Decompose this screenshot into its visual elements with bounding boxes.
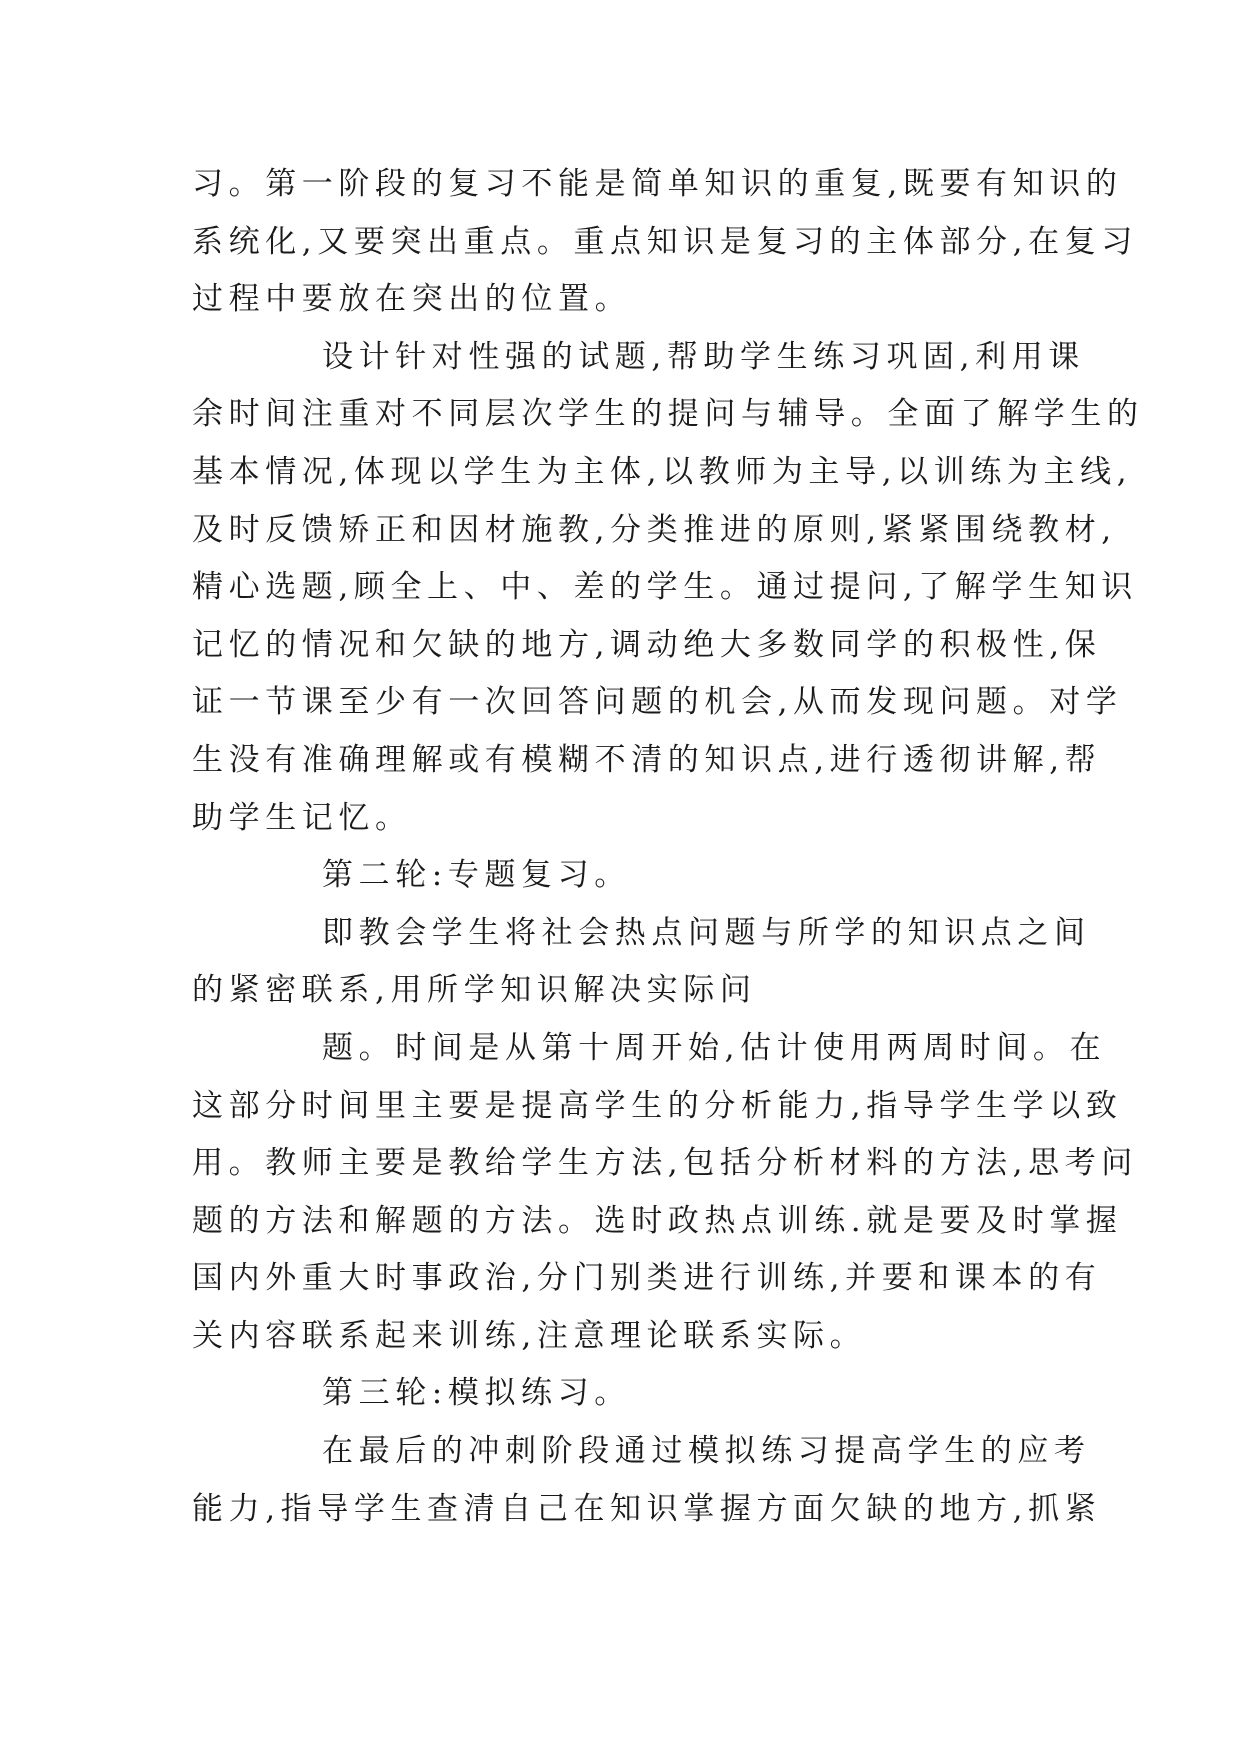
- text-line: 过程中要放在突出的位置。: [192, 281, 632, 318]
- text-line: 证一节课至少有一次回答问题的机会,从而发现问题。对学: [192, 684, 1123, 721]
- text-line: 第三轮:模拟练习。: [322, 1375, 631, 1412]
- text-line: 国内外重大时事政治,分门别类进行训练,并要和课本的有: [192, 1260, 1102, 1297]
- text-line: 余时间注重对不同层次学生的提问与辅导。全面了解学生的: [192, 396, 1144, 433]
- text-line: 题。时间是从第十周开始,估计使用两周时间。在: [322, 1029, 1107, 1066]
- text-line: 习。第一阶段的复习不能是简单知识的重复,既要有知识的: [192, 166, 1123, 202]
- text-line: 及时反馈矫正和因材施教,分类推进的原则,紧紧围绕教材,: [192, 511, 1117, 548]
- text-line: 助学生记忆。: [192, 799, 412, 836]
- text-line: 记忆的情况和欠缺的地方,调动绝大多数同学的积极性,保: [192, 626, 1102, 663]
- text-line: 的紧密联系,用所学知识解决实际问: [192, 972, 757, 1009]
- text-line: 题的方法和解题的方法。选时政热点训练.就是要及时掌握: [192, 1202, 1123, 1239]
- text-line: 设计针对性强的试题,帮助学生练习巩固,利用课: [322, 338, 1085, 375]
- body-text: [192, 156, 1144, 1538]
- text-line: 能力,指导学生查清自己在知识掌握方面欠缺的地方,抓紧: [192, 1490, 1102, 1527]
- text-line: 基本情况,体现以学生为主体,以教师为主导,以训练为主线,: [192, 453, 1133, 490]
- text-line: 用。教师主要是教给学生方法,包括分析材料的方法,思考问: [192, 1145, 1138, 1182]
- text-line: 这部分时间里主要是提高学生的分析能力,指导学生学以致: [192, 1087, 1123, 1124]
- text-line: 生没有准确理解或有模糊不清的知识点,进行透彻讲解,帮: [192, 741, 1102, 778]
- text-line: 关内容联系起来训练,注意理论联系实际。: [192, 1317, 867, 1354]
- text-line: 精心选题,顾全上、中、差的学生。通过提问,了解学生知识: [192, 569, 1138, 606]
- text-line: 第二轮:专题复习。: [322, 857, 631, 894]
- text-line: 在最后的冲刺阶段通过模拟练习提高学生的应考: [322, 1433, 1091, 1470]
- text-line: 即教会学生将社会热点问题与所学的知识点之间: [322, 914, 1091, 951]
- text-line: 系统化,又要突出重点。重点知识是复习的主体部分,在复习: [192, 223, 1138, 260]
